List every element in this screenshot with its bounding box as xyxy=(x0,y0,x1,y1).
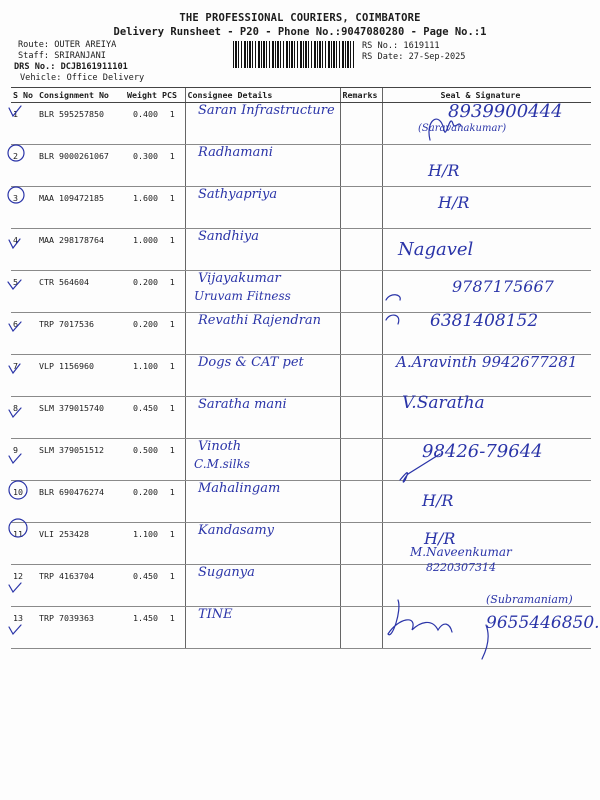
weight-cell: 0.200 xyxy=(125,271,160,313)
route-label: Route: OUTER AREIYA xyxy=(18,40,117,50)
col-pcs: PCS xyxy=(160,88,185,103)
pcs-cell: 1 xyxy=(160,397,185,439)
sno-cell: 7 xyxy=(11,355,37,397)
signature-handwriting: 9787175667 xyxy=(452,277,554,296)
pcs-cell: 1 xyxy=(160,439,185,481)
consignment-cell: BLR 595257850 xyxy=(37,103,125,145)
consignment-cell: BLR 9000261067 xyxy=(37,145,125,187)
signature-handwriting: H/R xyxy=(428,161,460,180)
weight-cell: 0.400 xyxy=(125,103,160,145)
signature-handwriting: V.Saratha xyxy=(402,393,485,413)
weight-cell: 1.100 xyxy=(125,523,160,565)
pcs-cell: 1 xyxy=(160,481,185,523)
consignment-cell: MAA 109472185 xyxy=(37,187,125,229)
consignment-cell: SLM 379015740 xyxy=(37,397,125,439)
pcs-cell: 1 xyxy=(160,229,185,271)
pcs-cell: 1 xyxy=(160,607,185,649)
col-sno: S No xyxy=(11,88,37,103)
consignee-handwriting: Saratha mani xyxy=(198,397,287,412)
sno-cell: 10 xyxy=(11,481,37,523)
drs-number: DRS No.: DCJB161911101 xyxy=(14,62,128,72)
weight-cell: 0.300 xyxy=(125,145,160,187)
consignee-handwriting: TINE xyxy=(198,607,233,622)
signature-handwriting: H/R xyxy=(424,529,456,548)
weight-cell: 1.600 xyxy=(125,187,160,229)
sno-cell: 13 xyxy=(11,607,37,649)
signature-handwriting: H/R xyxy=(422,491,454,510)
weight-cell: 1.000 xyxy=(125,229,160,271)
col-remarks: Remarks xyxy=(340,88,382,103)
consignment-cell: CTR 564604 xyxy=(37,271,125,313)
consignee-handwriting-line2: Uruvam Fitness xyxy=(194,289,291,303)
weight-cell: 0.200 xyxy=(125,481,160,523)
company-title: THE PROFESSIONAL COURIERS, COIMBATORE xyxy=(179,12,421,24)
consignee-handwriting-line2: C.M.silks xyxy=(194,457,250,471)
consignment-cell: MAA 298178764 xyxy=(37,229,125,271)
tick-marks xyxy=(8,106,21,634)
col-weight: Weight xyxy=(125,88,160,103)
pcs-cell: 1 xyxy=(160,565,185,607)
signature-handwriting: 8939900444 xyxy=(448,101,563,122)
signature-handwriting-line2: 9655446850. xyxy=(486,613,600,633)
sno-cell: 2 xyxy=(11,145,37,187)
col-signature: Seal & Signature xyxy=(382,88,591,103)
consignee-handwriting: Dogs & CAT pet xyxy=(198,355,304,370)
consignment-cell: VLI 253428 xyxy=(37,523,125,565)
weight-cell: 0.200 xyxy=(125,313,160,355)
signature-handwriting: M.Naveenkumar xyxy=(410,545,512,559)
sno-cell: 11 xyxy=(11,523,37,565)
staff-label: Staff: SRIRANJANI xyxy=(18,51,106,61)
consignment-cell: VLP 1156960 xyxy=(37,355,125,397)
consignee-handwriting: Sandhiya xyxy=(198,229,259,244)
signature-handwriting-line2: (Saravanakumar) xyxy=(418,123,507,134)
weight-cell: 0.450 xyxy=(125,565,160,607)
col-consignee: Consignee Details xyxy=(185,88,340,103)
sno-cell: 6 xyxy=(11,313,37,355)
runsheet-title: Delivery Runsheet - P20 - Phone No.:9047080280 - Page No.:1 xyxy=(113,26,487,38)
pcs-cell: 1 xyxy=(160,103,185,145)
sno-cell: 1 xyxy=(11,103,37,145)
consignee-handwriting: Vijayakumar xyxy=(198,271,281,286)
sno-cell: 3 xyxy=(11,187,37,229)
consignee-handwriting: Mahalingam xyxy=(198,481,281,496)
consignee-handwriting: Vinoth xyxy=(198,439,242,454)
consignment-cell: BLR 690476274 xyxy=(37,481,125,523)
sno-cell: 5 xyxy=(11,271,37,313)
vehicle-label: Vehicle: Office Delivery xyxy=(20,73,145,83)
signature-handwriting: A.Aravinth 9942677281 xyxy=(396,353,578,371)
circled-numbers xyxy=(8,145,27,537)
sno-cell: 9 xyxy=(11,439,37,481)
signature-handwriting: H/R xyxy=(438,193,470,212)
col-consignment: Consignment No xyxy=(37,88,125,103)
rs-number: RS No.: 1619111 xyxy=(362,41,440,51)
signature-handwriting: 98426-79644 xyxy=(422,441,543,462)
consignment-cell: TRP 7017536 xyxy=(37,313,125,355)
pcs-cell: 1 xyxy=(160,145,185,187)
pcs-cell: 1 xyxy=(160,523,185,565)
signature-handwriting: 6381408152 xyxy=(430,311,539,331)
weight-cell: 0.500 xyxy=(125,439,160,481)
sno-cell: 4 xyxy=(11,229,37,271)
weight-cell: 0.450 xyxy=(125,397,160,439)
signature-handwriting: Nagavel xyxy=(398,239,474,260)
sno-cell: 12 xyxy=(11,565,37,607)
consignment-cell: TRP 4163704 xyxy=(37,565,125,607)
consignee-handwriting: Sathyapriya xyxy=(198,187,278,202)
pcs-cell: 1 xyxy=(160,187,185,229)
rs-date: RS Date: 27-Sep-2025 xyxy=(362,52,466,62)
consignee-handwriting: Saran Infrastructure xyxy=(198,103,335,118)
pcs-cell: 1 xyxy=(160,313,185,355)
consignee-handwriting: Revathi Rajendran xyxy=(198,313,322,328)
consignment-cell: TRP 7039363 xyxy=(37,607,125,649)
consignment-cell: SLM 379051512 xyxy=(37,439,125,481)
consignee-handwriting: Suganya xyxy=(198,565,255,580)
pcs-cell: 1 xyxy=(160,355,185,397)
weight-cell: 1.450 xyxy=(125,607,160,649)
sno-cell: 8 xyxy=(11,397,37,439)
signature-handwriting: (Subramaniam) xyxy=(486,593,573,606)
signature-handwriting-line2: 8220307314 xyxy=(426,561,496,574)
weight-cell: 1.100 xyxy=(125,355,160,397)
consignee-handwriting: Radhamani xyxy=(198,145,273,160)
pcs-cell: 1 xyxy=(160,271,185,313)
consignee-handwriting: Kandasamy xyxy=(198,523,275,538)
